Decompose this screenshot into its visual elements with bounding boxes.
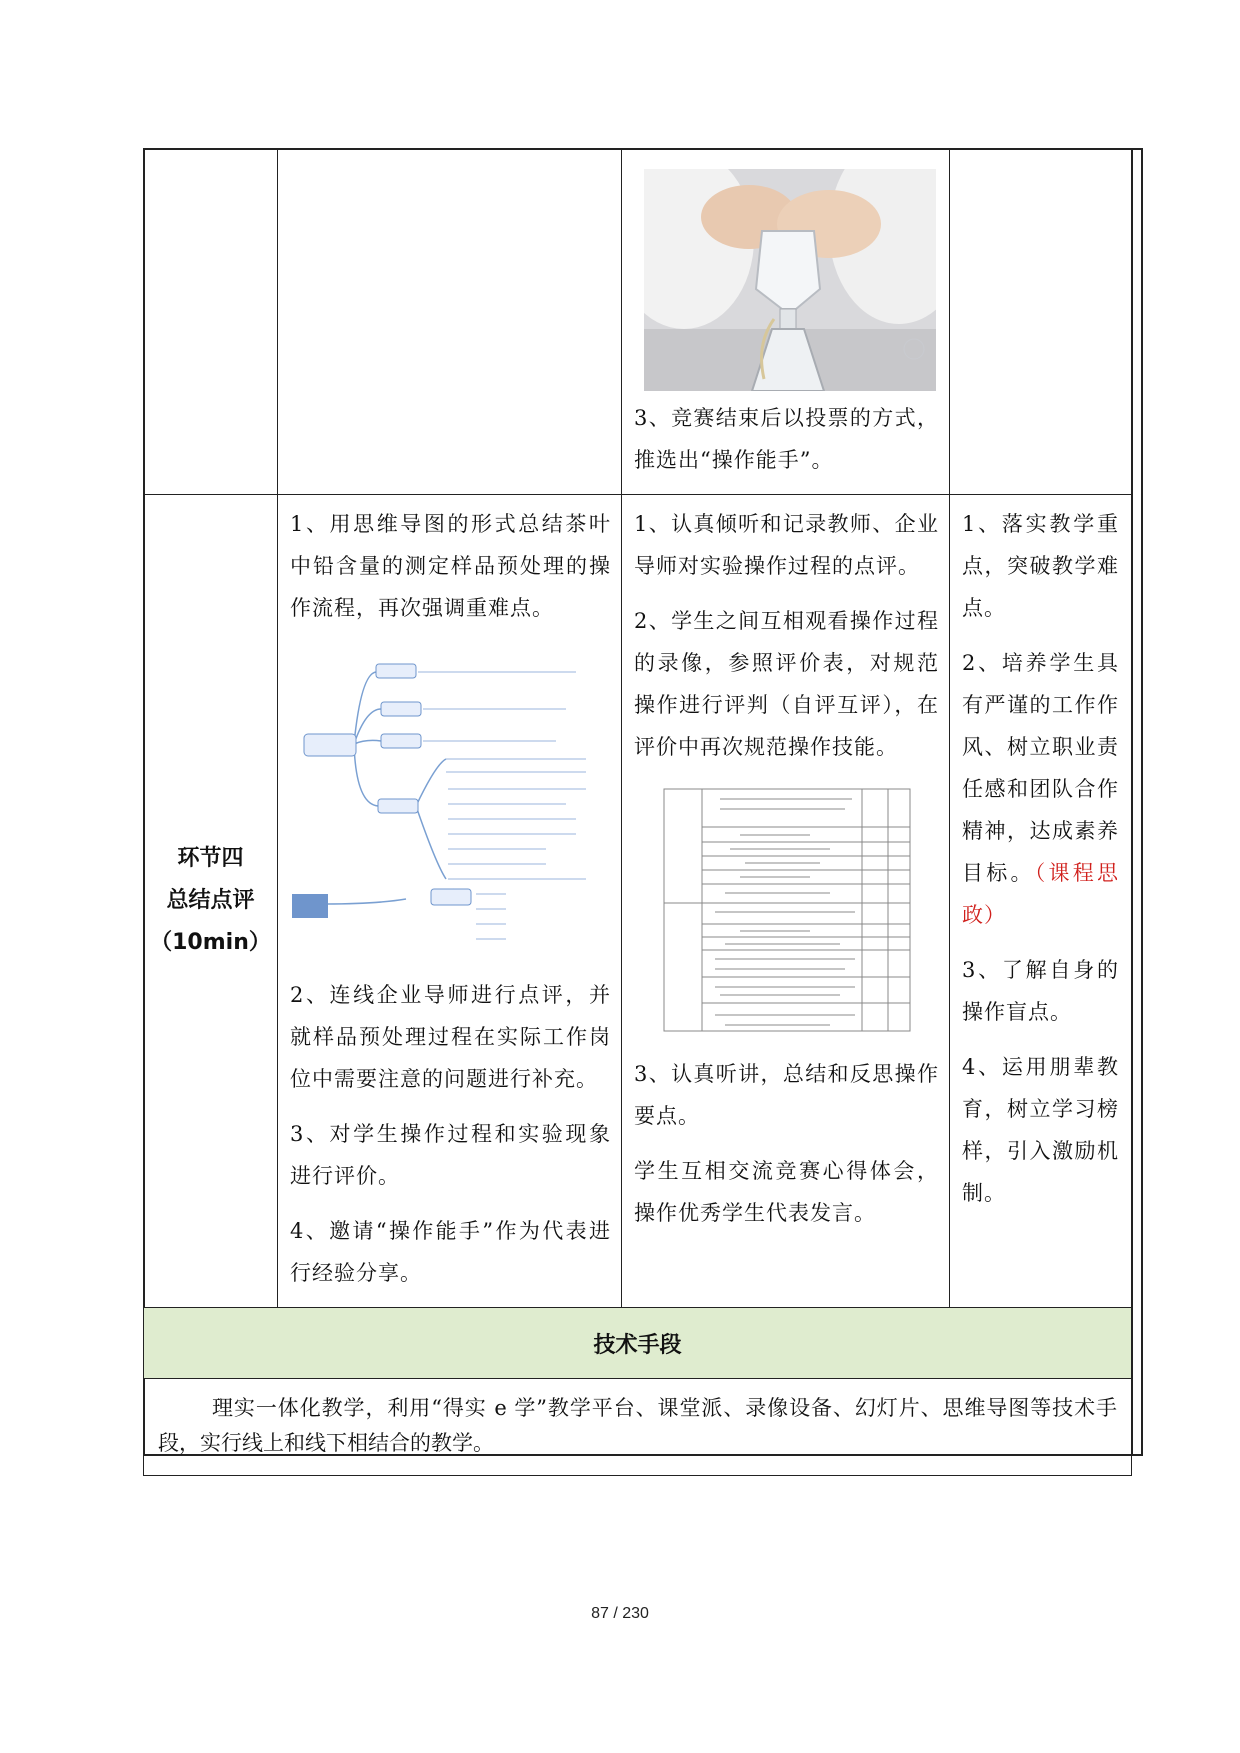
section-header-cell bbox=[144, 1308, 1132, 1379]
student-cell-top bbox=[622, 149, 950, 495]
experiment-photo-illustration bbox=[644, 169, 936, 391]
stage-duration: （10min） bbox=[150, 930, 271, 955]
table-row bbox=[144, 1379, 1132, 1476]
stage-title: 总结点评 bbox=[166, 888, 255, 913]
intent-item-2 bbox=[962, 642, 1119, 936]
section-title: 技术手段 bbox=[593, 1332, 682, 1358]
tech-description: 理实一体化教学，利用“得实 e 学”教学平台、课堂派、录像设备、幻灯片、思维导图等技术手段，实行线上和线下相结合的教学。 bbox=[158, 1396, 1117, 1455]
experiment-photo bbox=[644, 169, 936, 391]
table-row bbox=[144, 149, 1132, 495]
teacher-item-3: 3、对学生操作过程和实验现象进行评价。 bbox=[290, 1122, 611, 1188]
intent-cell-empty bbox=[950, 149, 1132, 495]
ideological-tag: （课程思政） bbox=[962, 861, 1119, 927]
intent-item-1: 1、落实教学重点，突破教学难点。 bbox=[962, 512, 1119, 620]
student-item-1: 1、认真倾听和记录教师、企业导师对实验操作过程的点评。 bbox=[634, 512, 939, 578]
intent-item-3: 3、了解自身的操作盲点。 bbox=[962, 958, 1119, 1024]
teacher-item-1: 1、用思维导图的形式总结茶叶中铅含量的测定样品预处理的操作流程，再次强调重难点。 bbox=[290, 512, 611, 620]
stage-cell-empty bbox=[144, 149, 278, 495]
section-header-row bbox=[144, 1308, 1132, 1379]
student-activity-cell bbox=[622, 495, 950, 1308]
intent-item-4: 4、运用朋辈教育，树立学习榜样，引入激励机制。 bbox=[962, 1055, 1119, 1205]
teacher-activity-cell bbox=[278, 495, 622, 1308]
evaluation-sheet-image bbox=[630, 787, 912, 1035]
stage-label-cell bbox=[144, 495, 278, 1308]
teacher-item-2: 2、连线企业导师进行点评，并就样品预处理过程在实际工作岗位中需要注意的问题进行补充。 bbox=[290, 983, 611, 1091]
lesson-table bbox=[143, 148, 1132, 1476]
student-item-4: 学生互相交流竞赛心得体会，操作优秀学生代表发言。 bbox=[634, 1159, 939, 1225]
student-item-2: 2、学生之间互相观看操作过程的录像，参照评价表，对规范操作进行评判（自评互评），在评价中再次规范操作技能。 bbox=[634, 609, 939, 759]
table-row bbox=[144, 495, 1132, 1308]
design-intent-cell bbox=[950, 495, 1132, 1308]
stage-name: 环节四 bbox=[177, 846, 244, 871]
tech-cell bbox=[144, 1379, 1132, 1476]
student-item-3: 3、认真听讲，总结和反思操作要点。 bbox=[634, 1062, 939, 1128]
page-number: 87 / 230 bbox=[591, 1605, 649, 1622]
teacher-cell-empty bbox=[278, 149, 622, 495]
intent-item-2-text: 2、培养学生具有严谨的工作作风、树立职业责任感和团队合作精神，达成素养目标。 bbox=[962, 651, 1119, 885]
teacher-item-4: 4、邀请“操作能手”作为代表进行经验分享。 bbox=[290, 1219, 611, 1285]
mind-map-image bbox=[286, 654, 606, 954]
student-top-item-3: 3、竞赛结束后以投票的方式，推选出“操作能手”。 bbox=[634, 406, 939, 472]
